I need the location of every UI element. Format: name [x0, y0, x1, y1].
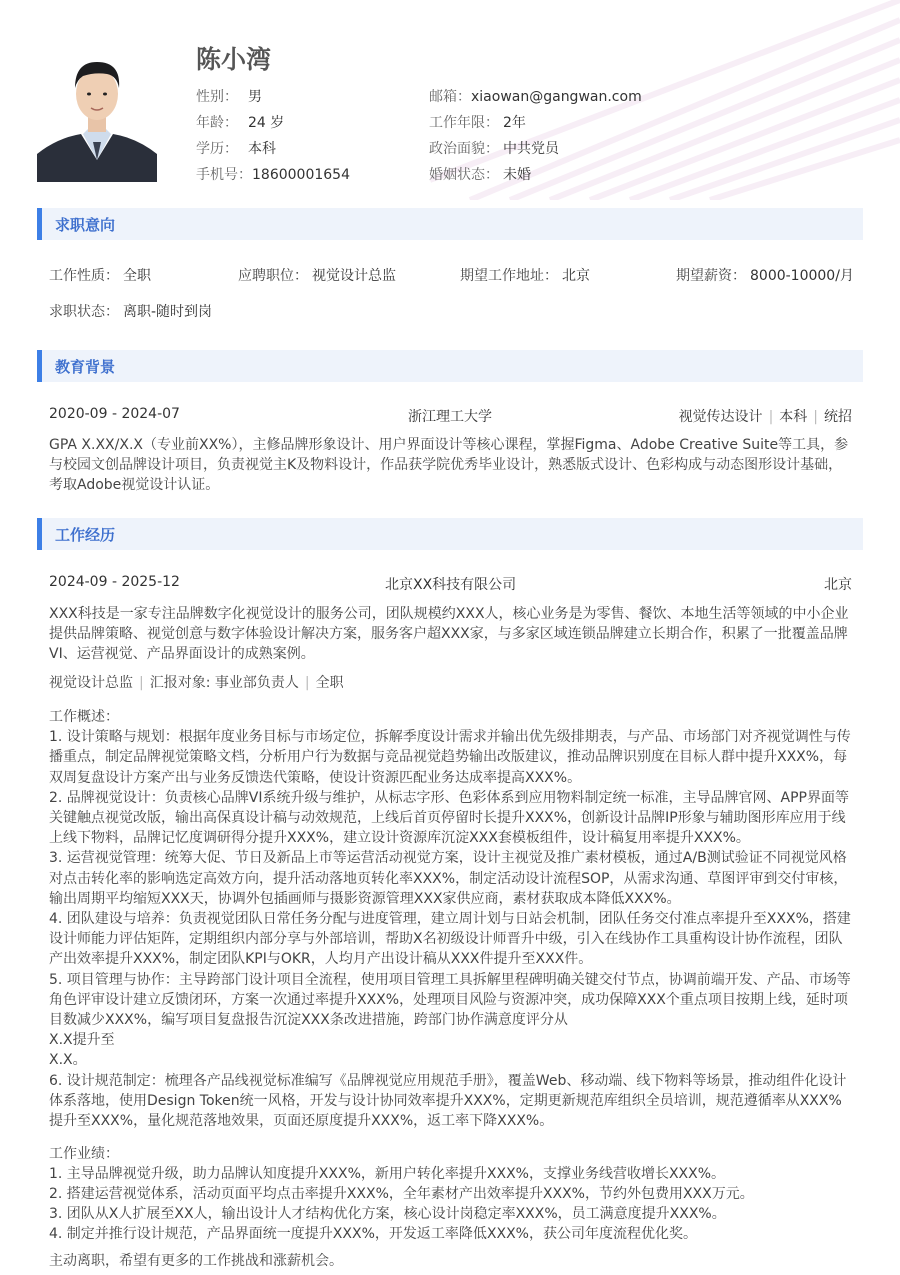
education-major: 视觉传达设计 — [678, 409, 763, 425]
intent-location: 期望工作地址： 北京 — [460, 268, 590, 284]
intent-position: 应聘职位： 视觉设计总监 — [238, 268, 396, 284]
overview-item: 6. 设计规范制定：梳理各产品线视觉标准编写《品牌视觉应用规范手册》，覆盖Web、移动端、线下物料等场景，推动组件化设计体系落地，使用Design Token统一风格，开发与设计协同效率提升XXX%，定期更新规范库组织全员培训，规范遵循率从XXX%提升至XXX%，量化规范落地效果，页面还原度提升XXX%，返工率下降XXX%。 — [49, 1072, 847, 1130]
overview-title: 工作概述： — [49, 709, 119, 725]
info-gender: 性别： 男 — [196, 89, 262, 105]
overview-item: 1. 设计策略与规划：根据年度业务目标与市场定位，拆解季度设计需求并输出优先级排期表，与产品、市场部门对齐视觉调性与传播重点，制定品牌视觉策略文档，分析用户行为数据与竞品视觉趋势输出改版建议，推动品牌识别度在目标人群中提升XXX%，每双周复盘设计方案产出与业务反馈迭代策略，使设计资源匹配业务达成率提高XXX%。 — [49, 729, 851, 786]
info-marital-status: 婚姻状态： 未婚 — [429, 167, 531, 183]
info-education-level: 学历： 本科 — [196, 141, 276, 157]
section-accent-bar — [37, 350, 42, 382]
education-degree: 本科 — [779, 409, 808, 425]
section-accent-bar — [37, 208, 42, 240]
education-school: 浙江理工大学 — [408, 409, 492, 425]
section-title: 求职意向 — [55, 216, 116, 234]
achievement-item: 4. 制定并推行设计规范，产品界面统一度提升XXX%，开发返工率降低XXX%，获公司年度流程优化奖。 — [49, 1226, 697, 1242]
intent-work-nature: 工作性质： 全职 — [49, 268, 151, 284]
achievement-item: 3. 团队从X人扩展至XX人，输出设计人才结构优化方案，核心设计岗稳定率XXX%，员工满意度提升XXX%。 — [49, 1206, 726, 1222]
info-email: 邮箱：xiaowan@gangwan.com — [429, 89, 642, 105]
overview-item: X.X。 — [49, 1052, 87, 1069]
info-work-years: 工作年限： 2年 — [429, 115, 526, 131]
section-title: 工作经历 — [55, 526, 116, 544]
intent-status: 求职状态： 离职-随时到岗 — [49, 304, 213, 320]
candidate-name: 陈小湾 — [196, 45, 272, 74]
achievement-item: 2. 搭建运营视觉体系，活动页面平均点击率提升XXX%，全年素材产出效率提升XXX%，节约外包费用XXX万元。 — [49, 1186, 754, 1202]
section-header-job-intent — [37, 208, 863, 240]
education-type: 统招 — [824, 409, 852, 425]
overview-item: 4. 团队建设与培养：负责视觉团队日常任务分配与进度管理，建立周计划与日站会机制，团队任务交付准点率提升至XXX%，搭建设计师能力评估矩阵，定期组织内部分享与外部培训，帮助X名初级设计师晋升中级，引入在线协作工具重构设计协作流程，团队产出效率提升XXX%，制定团队KPI与OKR，人均月产出设计稿从XXX件提升至XXX件。 — [49, 911, 851, 968]
info-political-status: 政治面貌： 中共党员 — [429, 141, 559, 157]
company-intro: XXX科技是一家专注品牌数字化视觉设计的服务公司，团队规模约XXX人，核心业务是为零售、餐饮、本地生活等领域的中小企业提供品牌策略、视觉创意与数字体验设计解决方案，服务客户超XXX家，与多家区域连锁品牌建立长期合作，积累了一批覆盖品牌VI、运营视觉、产品界面设计的成熟案例。 — [49, 606, 849, 662]
work-company: 北京XX科技有限公司 — [385, 577, 517, 593]
work-achievements — [49, 1144, 852, 1244]
section-accent-bar — [37, 518, 42, 550]
work-role: 视觉设计总监 — [49, 675, 133, 691]
leave-reason: 主动离职，希望有更多的工作挑战和涨薪机会。 — [49, 1253, 343, 1269]
work-period: 2024-09 - 2025-12 — [49, 574, 180, 590]
work-report-to: 汇报对象: 事业部负责人 — [149, 675, 299, 691]
work-city: 北京 — [824, 577, 852, 593]
overview-item: 2. 品牌视觉设计：负责核心品牌VI系统升级与维护，从标志字形、色彩体系到应用物料制定统一标准，主导品牌官网、APP界面等关键触点视觉改版，输出高保真设计稿与动效规范，上线后首页停留时长提升XXX%，创新设计品牌IP形象与辅助图形库应用于线上线下物料，品牌记忆度调研得分提升XXX%，建立设计资源库沉淀XXX套模板组件，设计稿复用率提升XXX%。 — [49, 789, 849, 847]
profile-photo — [37, 42, 157, 182]
info-age: 年龄： 24 岁 — [196, 115, 285, 131]
overview-item: 3. 运营视觉管理：统筹大促、节日及新品上市等运营活动视觉方案，设计主视觉及推广素材模板，通过A/B测试验证不同视觉风格对点击转化率的影响选定高效方向，提升活动落地页转化率XXX%，制定活动设计流程SOP，从需求沟通、草图评审到交付审核，输出周期平均缩短XXX天，协调外包插画师与摄影资源管理XXX家供应商，素材获取成本降低XXX%。 — [49, 850, 848, 907]
work-overview — [49, 707, 852, 1131]
education-period: 2020-09 - 2024-07 — [49, 406, 180, 422]
work-role-tags: 视觉设计总监 | 汇报对象: 事业部负责人 | 全职 — [49, 675, 344, 691]
info-phone: 手机号：18600001654 — [196, 167, 350, 183]
work-job-type: 全职 — [315, 675, 344, 691]
section-header-work-experience — [37, 518, 863, 550]
overview-item: 5. 项目管理与协作：主导跨部门设计项目全流程，使用项目管理工具拆解里程碑明确关键交付节点，协调前端开发、产品、市场等角色评审设计建立反馈闭环，方案一次通过率提升XXX%，处理项目风险与资源冲突，成功保障XXX个重点项目按期上线，延时项目数减少XXX%，编写项目复盘报告沉淀XXX条改进措施，跨部门协作满意度评分从 — [49, 971, 851, 1029]
education-meta: 视觉传达设计 | 本科 | 统招 — [678, 409, 852, 425]
overview-item: X.X提升至 — [49, 1032, 115, 1049]
intent-salary: 期望薪资： 8000-10000/月 — [676, 268, 854, 284]
section-header-education — [37, 350, 863, 382]
achievements-title: 工作业绩： — [49, 1146, 119, 1162]
section-title: 教育背景 — [55, 358, 116, 376]
education-description: GPA X.XX/X.X（专业前XX%），主修品牌形象设计、用户界面设计等核心课程，掌握Figma、Adobe Creative Suite等工具，参与校园文创品牌设计项目，负责视觉主K及物料设计，作品获学院优秀毕业设计，熟悉版式设计、色彩构成与动态图形设计基础，考取Adobe视觉设计认证。 — [49, 437, 849, 493]
achievement-item: 1. 主导品牌视觉升级，助力品牌认知度提升XXX%，新用户转化率提升XXX%，支撑业务线营收增长XXX%。 — [49, 1166, 726, 1182]
